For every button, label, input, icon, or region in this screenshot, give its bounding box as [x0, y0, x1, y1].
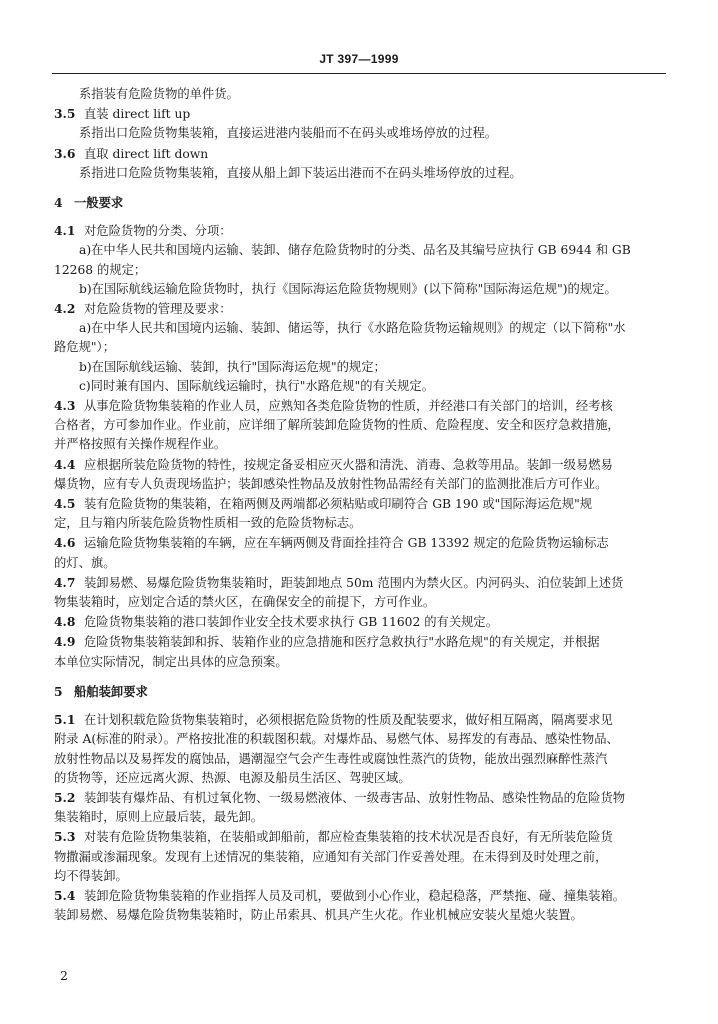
clause-number: 3.6: [54, 145, 76, 161]
text-line: 定，且与箱内所装危险货物性质相一致的危险货物标志。: [54, 516, 362, 531]
text-line: 合格者，方可参加作业。作业前，应详细了解所装卸危险货物的性质、危险程度、安全和医疗急救措施，: [54, 418, 620, 433]
text-line: 并严格按照有关操作规程作业。: [54, 437, 227, 452]
clause-text: 对危险货物的分类、分项：: [84, 224, 232, 239]
clause-4-4: [54, 455, 666, 475]
clause-5-1: [54, 710, 666, 730]
text-line: c)同时兼有国内、国际航线运输时，执行"水路危规"的有关规定。: [79, 378, 435, 393]
clause-4-6: [54, 533, 666, 553]
clause-text: 直装 direct lift up: [84, 107, 191, 122]
clause-5-2: [54, 788, 666, 808]
clause-3-6: [54, 144, 666, 164]
clause-5-4: [54, 886, 666, 906]
clause-number: 4.7: [54, 574, 76, 590]
text-line: 本单位实际情况，制定出具体的应急预案。: [54, 654, 288, 669]
text-line: 物撒漏或渗漏现象。发现有上述情况的集装箱，应通知有关部门作妥善处理。在未得到及时处理之前，: [54, 849, 608, 864]
section-number: 5: [54, 683, 63, 699]
clause-4-1: [54, 221, 666, 241]
text-line: 路危规"）；: [54, 340, 115, 355]
clause-number: 4.6: [54, 535, 76, 551]
clause-text: 在计划积载危险货物集装箱时，必须根据危险货物的性质及配装要求，做好相互隔离，隔离要求见: [84, 713, 613, 728]
clause-text: 对危险货物的管理及要求：: [84, 302, 232, 317]
clause-text: 从事危险货物集装箱的作业人员，应熟知各类危险货物的性质，并经港口有关部门的培训，经考核: [84, 399, 613, 414]
page-number: 2: [60, 968, 68, 983]
section-5-heading: [54, 682, 666, 701]
text-line: b)在国际航线运输危险货物时，执行《国际海运危险货物规则》(以下简称"国际海运危规")的规定。: [79, 281, 617, 296]
text-line: 爆货物，应有专人负责现场监护；装卸感染性物品及放射性物品需经有关部门的监测批准后方可作业。: [54, 476, 608, 491]
clause-4-8: [54, 612, 666, 632]
page-body: [54, 85, 666, 925]
text-line: 均不得装卸。: [54, 868, 128, 883]
clause-number: 3.5: [54, 106, 76, 122]
text-line: 装卸易燃、易爆危险货物集装箱时，防止吊索具、机具产生火花。作业机械应安装火星熄火装置。: [54, 908, 583, 923]
section-4-heading: [54, 193, 666, 212]
clause-4-2: [54, 299, 666, 319]
clause-number: 5.1: [54, 712, 76, 728]
section-title: 船舶装卸要求: [74, 683, 148, 699]
text-line: 的灯、旗。: [54, 555, 116, 570]
clause-5-3: [54, 827, 666, 847]
running-header: JT 397—1999: [319, 52, 399, 66]
clause-number: 4.1: [54, 223, 76, 239]
section-number: 4: [54, 195, 63, 211]
clause-text: 装卸装有爆炸品、有机过氧化物、一级易燃液体、一级毒害品、放射性物品、感染性物品的危险货物: [84, 790, 626, 805]
clause-number: 4.9: [54, 634, 76, 650]
clause-number: 4.4: [54, 456, 76, 472]
clause-text: 应根据所装危险货物的特性，按规定备妥相应灭火器和清洗、消毒、急救等用品。装卸一级易燃易: [84, 457, 613, 472]
clause-4-7: [54, 573, 666, 593]
text-line: 系指出口危险货物集装箱，直接运进港内装船而不在码头或堆场停放的过程。: [79, 126, 498, 141]
header-rule: [52, 73, 666, 74]
clause-number: 4.2: [54, 301, 76, 317]
section-title: 一般要求: [74, 195, 124, 211]
text-line: 12268 的规定；: [54, 262, 147, 277]
clause-number: 4.5: [54, 496, 76, 512]
text-line: 系指进口危险货物集装箱，直接从船上卸下装运出港而不在码头堆场停放的过程。: [79, 165, 522, 180]
text-line: 附录 A(标准的附录）。严格按批准的积载图积载。对爆炸品、易燃气体、易挥发的有毒品、感染性物品、: [54, 732, 619, 747]
clause-text: 对装有危险货物集装箱，在装船或卸船前，都应检查集装箱的技术状况是否良好，有无所装危险货: [84, 830, 613, 845]
clause-4-5: [54, 494, 666, 514]
text-line: 系指装有危险货物的单件货。: [79, 87, 239, 101]
clause-number: 4.3: [54, 398, 76, 414]
text-line: a)在中华人民共和国境内运输、装卸、储存危险货物时的分类、品名及其编号应执行 GB 6944 和 GB: [79, 243, 631, 258]
text-line: 集装箱时，原则上应最后装，最先卸。: [54, 810, 264, 825]
text-line: 放射性物品以及易挥发的腐蚀品，遇潮湿空气会产生毒性或腐蚀性蒸汽的货物，能放出强烈麻醉性蒸汽: [54, 751, 608, 766]
clause-3-5: [54, 104, 666, 124]
clause-text: 运输危险货物集装箱的车辆，应在车辆两侧及背面拴挂符合 GB 13392 规定的危险货物运输标志: [84, 536, 609, 551]
clause-number: 4.8: [54, 614, 76, 630]
text-line: b)在国际航线运输、装卸，执行"国际海运危规"的规定；: [79, 359, 386, 374]
text-line: a)在中华人民共和国境内运输、装卸、储运等，执行《水路危险货物运输规则》的规定（以下简称"水: [79, 321, 626, 336]
clause-4-9: [54, 632, 666, 652]
text-line: 的货物等，还应远离火源、热源、电源及船员生活区、驾驶区域。: [54, 770, 411, 785]
clause-number: 5.4: [54, 887, 76, 903]
clause-text: 装有危险货物的集装箱，在箱两侧及两端都必须粘贴或印刷符合 GB 190 或"国际海运危规"规: [84, 497, 593, 512]
clause-text: 直取 direct lift down: [84, 146, 209, 161]
clause-text: 装卸易燃、易爆危险货物集装箱时，距装卸地点 50m 范围内为禁火区。内河码头、泊位装卸上述货: [84, 575, 624, 590]
clause-text: 危险货物集装箱的港口装卸作业安全技术要求执行 GB 11602 的有关规定。: [84, 615, 499, 630]
clause-number: 5.2: [54, 789, 76, 805]
clause-text: 装卸危险货物集装箱的作业指挥人员及司机，要做到小心作业，稳起稳落，严禁拖、碰、撞集装箱。: [84, 888, 626, 903]
text-line: 物集装箱时，应划定合适的禁火区，在确保安全的前提下，方可作业。: [54, 595, 436, 610]
clause-text: 危险货物集装箱装卸和拆、装箱作业的应急措施和医疗急救执行"水路危规"的有关规定，并根据: [84, 635, 600, 650]
clause-number: 5.3: [54, 829, 76, 845]
clause-4-3: [54, 396, 666, 416]
